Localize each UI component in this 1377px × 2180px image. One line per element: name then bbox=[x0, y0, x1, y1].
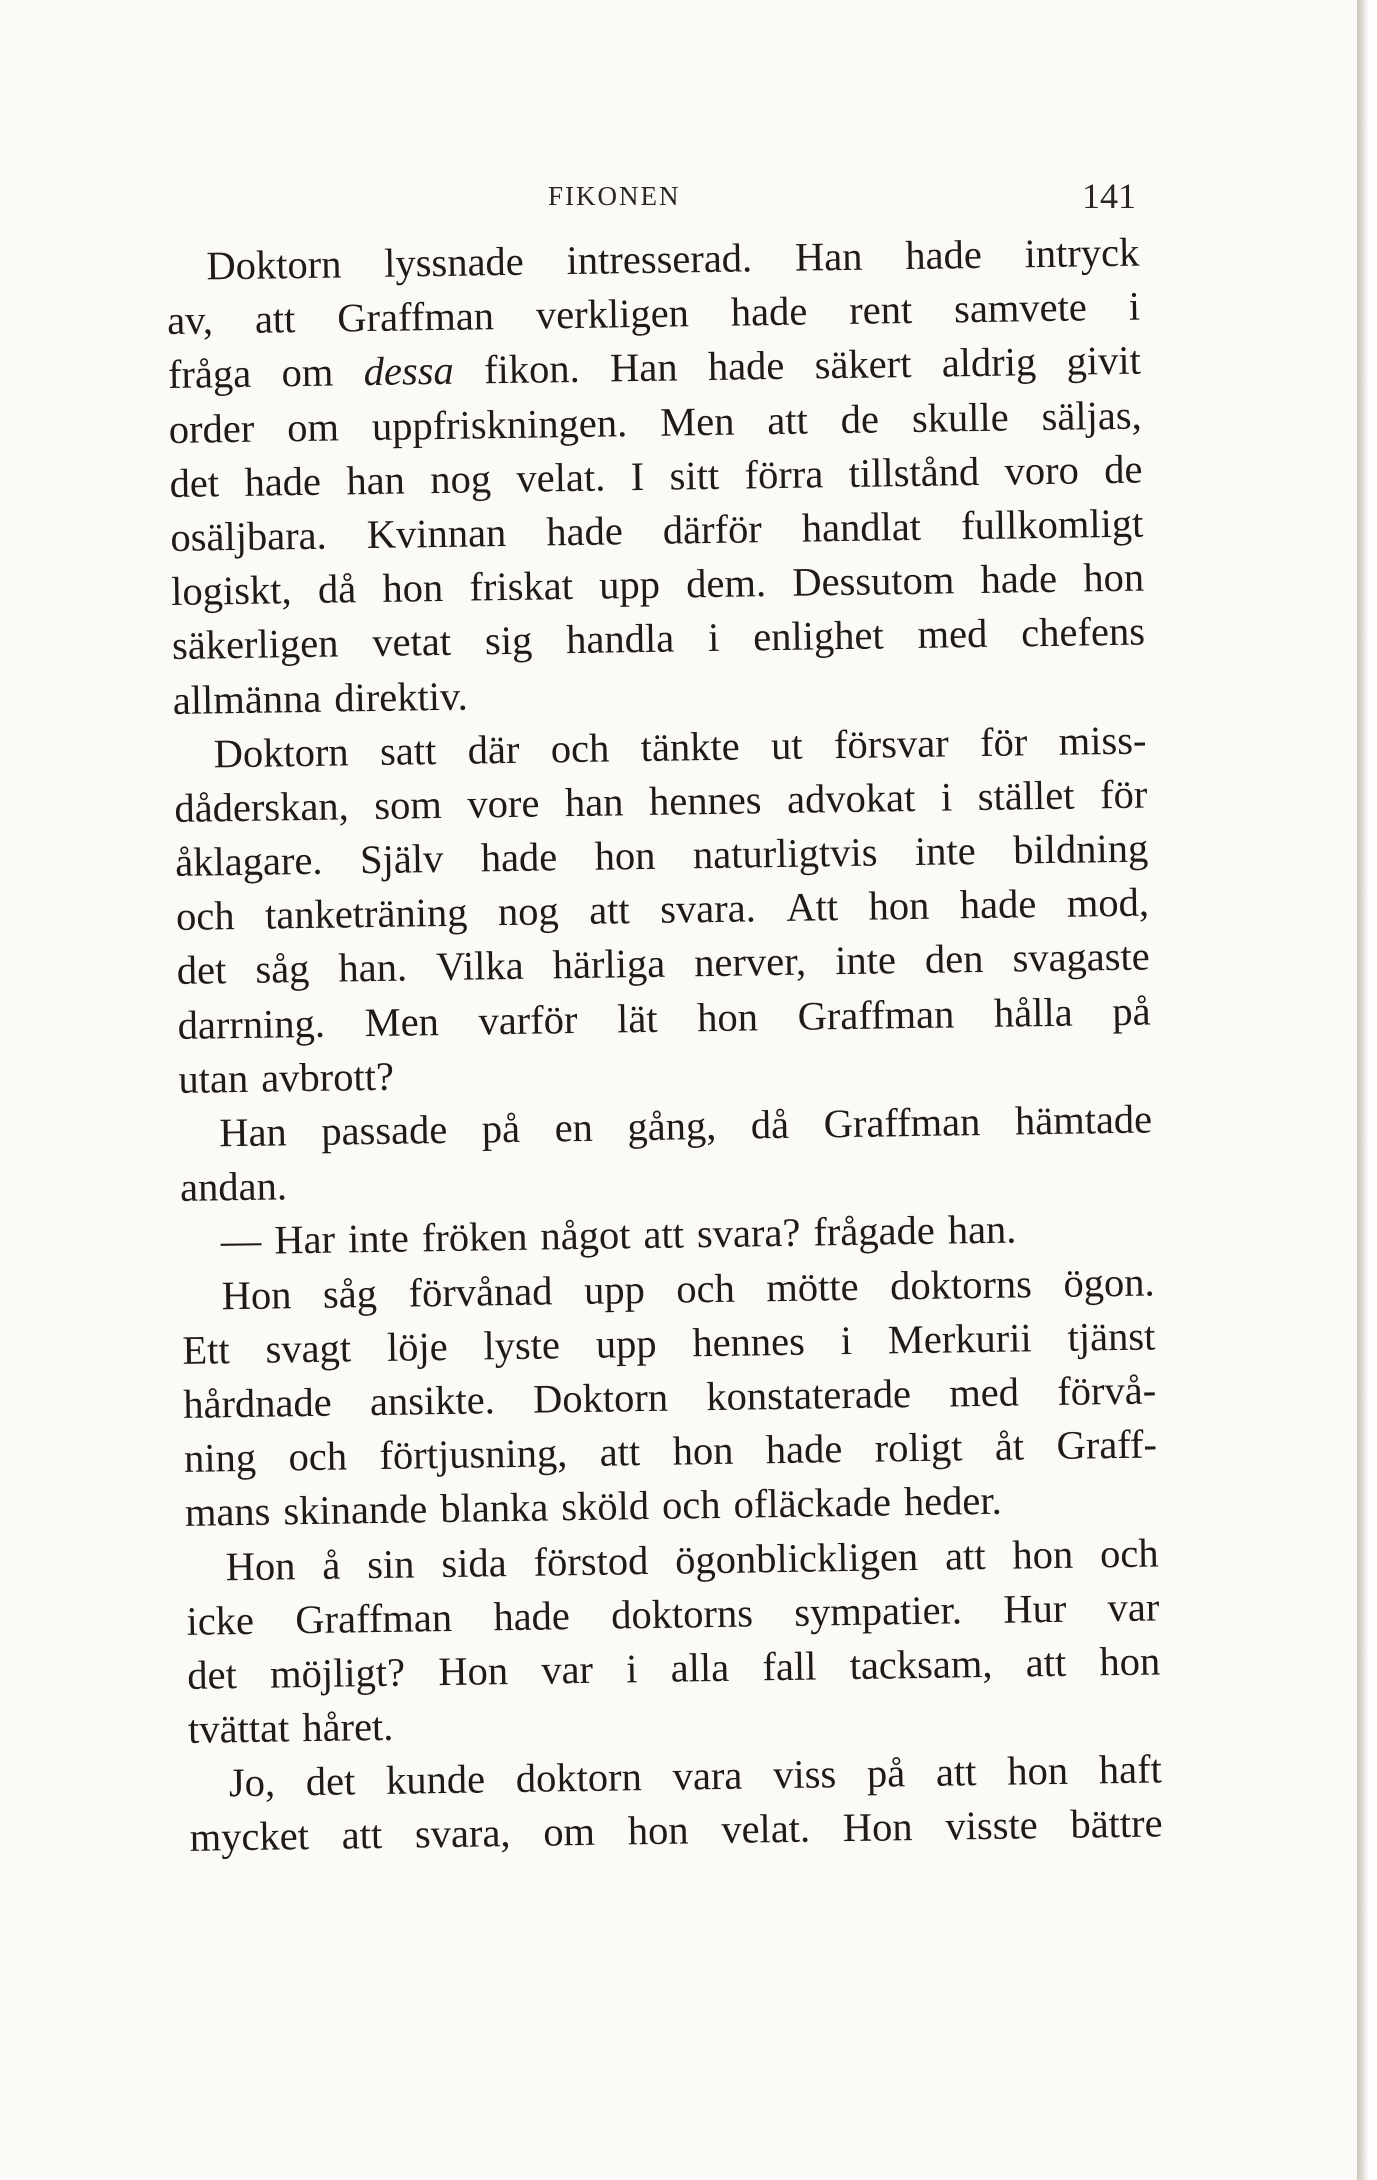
word: advokat bbox=[786, 774, 916, 822]
word: nog bbox=[497, 888, 560, 935]
word: på bbox=[866, 1750, 906, 1797]
word: Han bbox=[794, 233, 863, 280]
word: den bbox=[924, 936, 984, 983]
word: alla bbox=[670, 1644, 730, 1691]
word: givit bbox=[1066, 337, 1142, 385]
word: utan bbox=[178, 1055, 249, 1102]
word: Men bbox=[659, 398, 735, 445]
word: svagt bbox=[265, 1325, 352, 1372]
word: Hon bbox=[225, 1542, 296, 1589]
word: i bbox=[840, 1317, 853, 1363]
word: att bbox=[944, 1532, 986, 1579]
word: att bbox=[1025, 1639, 1067, 1686]
word: lät bbox=[616, 995, 658, 1042]
word: att bbox=[254, 296, 296, 342]
word: velat. bbox=[720, 1806, 811, 1853]
word: en bbox=[554, 1104, 594, 1151]
word: hon bbox=[1012, 1531, 1074, 1578]
word: sympatier. bbox=[793, 1587, 963, 1635]
word: hennes bbox=[648, 777, 762, 824]
word: friskat bbox=[469, 563, 574, 610]
page-header bbox=[0, 175, 1377, 225]
word: andan. bbox=[179, 1163, 288, 1211]
word: voro bbox=[1004, 447, 1080, 494]
word: tvättat bbox=[187, 1705, 290, 1752]
word: I bbox=[630, 453, 645, 499]
word: å bbox=[321, 1542, 341, 1588]
word: Graff- bbox=[1056, 1421, 1158, 1469]
word: han bbox=[564, 779, 624, 826]
word: Dessutom bbox=[791, 557, 955, 605]
word: hade bbox=[980, 555, 1058, 603]
word: bildning bbox=[1012, 825, 1149, 873]
word: i bbox=[940, 774, 953, 820]
word: hade bbox=[480, 834, 558, 881]
word: att bbox=[599, 1429, 641, 1475]
word: intryck bbox=[1024, 229, 1140, 277]
word: intresserad. bbox=[566, 235, 753, 284]
word: inte bbox=[834, 937, 897, 984]
word: förtjusning, bbox=[379, 1430, 568, 1479]
word: att bbox=[341, 1812, 383, 1859]
word: såg bbox=[322, 1270, 378, 1317]
word: miss- bbox=[1058, 717, 1147, 764]
word: hade bbox=[545, 508, 624, 555]
word: då bbox=[750, 1101, 790, 1148]
word: möjligt? bbox=[269, 1649, 406, 1697]
word: och bbox=[661, 1482, 721, 1529]
word: om bbox=[286, 404, 340, 450]
word: satt bbox=[379, 727, 437, 774]
word: att bbox=[766, 397, 809, 443]
word: hon bbox=[868, 883, 930, 929]
word: verkligen bbox=[535, 290, 690, 338]
word: doktorns bbox=[610, 1590, 754, 1638]
word: Han bbox=[609, 344, 678, 391]
word: handla bbox=[565, 615, 675, 663]
word: i bbox=[707, 615, 720, 661]
word: hon bbox=[672, 1427, 734, 1474]
word: ut bbox=[770, 722, 803, 768]
word: hon bbox=[594, 832, 656, 879]
word: de bbox=[1103, 446, 1143, 492]
word: allmänna bbox=[172, 675, 322, 723]
word: Vilka bbox=[435, 943, 524, 990]
word: roligt bbox=[874, 1424, 963, 1471]
word: direktiv. bbox=[333, 673, 469, 721]
word: tjänst bbox=[1067, 1313, 1156, 1360]
word: för bbox=[979, 718, 1028, 765]
word: hade bbox=[904, 231, 983, 279]
word: Själv bbox=[359, 836, 444, 883]
word: förvå- bbox=[1056, 1367, 1157, 1414]
running-head: FIKONEN bbox=[548, 181, 681, 211]
word: bättre bbox=[1070, 1800, 1163, 1848]
body-text bbox=[166, 226, 1163, 1866]
word: icke bbox=[186, 1597, 255, 1644]
word: hämtade bbox=[1014, 1096, 1153, 1144]
word: ofläckade bbox=[733, 1479, 892, 1528]
word: hade bbox=[730, 288, 808, 335]
word: hon bbox=[1099, 1638, 1161, 1685]
word: då bbox=[317, 566, 357, 612]
word: Merkurii bbox=[887, 1315, 1033, 1363]
word: håret. bbox=[301, 1703, 394, 1751]
word: stället bbox=[977, 772, 1075, 819]
page-edge bbox=[1357, 0, 1377, 2180]
word: hon bbox=[1082, 554, 1145, 601]
word: hon bbox=[1006, 1748, 1069, 1794]
word: därför bbox=[662, 506, 763, 553]
word: tanketräning bbox=[264, 889, 468, 938]
word: hade bbox=[493, 1592, 571, 1639]
word: tillstånd bbox=[848, 448, 980, 496]
word: nerver, bbox=[693, 939, 807, 986]
word: Hon bbox=[437, 1647, 509, 1694]
word: rent bbox=[848, 287, 913, 334]
word: de bbox=[840, 396, 880, 442]
word: att bbox=[588, 887, 631, 934]
word: order bbox=[168, 405, 255, 452]
word: Doktorn bbox=[213, 729, 349, 777]
word: — bbox=[220, 1218, 262, 1264]
word: sköld bbox=[560, 1483, 650, 1530]
word: osäljbara. bbox=[170, 512, 328, 560]
word: aldrig bbox=[941, 339, 1037, 386]
word: hade bbox=[765, 1426, 843, 1473]
word: hon bbox=[382, 565, 444, 611]
word: på bbox=[481, 1105, 521, 1152]
word: i bbox=[625, 1646, 638, 1692]
word: säkerligen bbox=[171, 620, 339, 669]
word: Ett bbox=[182, 1326, 231, 1373]
word: inte bbox=[914, 828, 976, 875]
word: med bbox=[948, 1369, 1020, 1416]
word: Att bbox=[785, 884, 839, 931]
word: heder. bbox=[903, 1478, 1003, 1525]
word: viss bbox=[772, 1751, 837, 1798]
word: åt bbox=[994, 1423, 1025, 1469]
word: dessa bbox=[363, 348, 455, 395]
word: fråga bbox=[167, 351, 252, 398]
word: lyssnade bbox=[383, 238, 525, 286]
word: Han bbox=[218, 1109, 288, 1156]
word: Graffman bbox=[336, 293, 495, 341]
word: svara. bbox=[659, 885, 757, 932]
word: darrning. bbox=[177, 1000, 326, 1048]
word: fall bbox=[762, 1643, 817, 1690]
word: velat. bbox=[516, 454, 606, 501]
word: sig bbox=[484, 617, 533, 664]
word: ögon. bbox=[1063, 1259, 1155, 1306]
word: vetat bbox=[372, 619, 452, 666]
page-number: 141 bbox=[1082, 176, 1136, 216]
word: Hon bbox=[842, 1804, 913, 1851]
word: fullkomligt bbox=[960, 500, 1144, 549]
word: tänkte bbox=[640, 723, 740, 770]
word: upp bbox=[598, 561, 661, 608]
word: visste bbox=[945, 1802, 1038, 1850]
word: vore bbox=[467, 780, 540, 827]
word: logiskt, bbox=[170, 567, 292, 615]
word: dem. bbox=[685, 560, 767, 607]
word: och bbox=[175, 893, 235, 940]
word: försvar bbox=[833, 720, 949, 767]
word: det bbox=[176, 947, 227, 994]
word: hon bbox=[627, 1807, 689, 1854]
word: var bbox=[540, 1646, 594, 1693]
word: han. bbox=[338, 944, 408, 991]
word: konstaterade bbox=[705, 1371, 912, 1420]
word: det bbox=[186, 1651, 238, 1698]
word: hon bbox=[696, 993, 759, 1040]
word: doktorn bbox=[515, 1754, 643, 1802]
word: fikon. bbox=[483, 346, 580, 393]
word: var bbox=[1107, 1584, 1160, 1630]
word: och bbox=[288, 1433, 348, 1480]
word: Men bbox=[364, 998, 440, 1045]
word: Hon bbox=[221, 1271, 292, 1318]
word: Hur bbox=[1002, 1585, 1067, 1632]
word: samvete bbox=[953, 284, 1088, 332]
word: något bbox=[540, 1212, 631, 1259]
word: fröken bbox=[421, 1214, 528, 1261]
word: Jo, bbox=[228, 1759, 276, 1806]
word: åklagare. bbox=[174, 837, 323, 885]
word: för bbox=[1099, 771, 1148, 818]
word: säkert bbox=[814, 341, 912, 388]
word: Doktorn bbox=[206, 241, 342, 289]
word: det bbox=[169, 459, 220, 506]
word: Kvinnan bbox=[366, 509, 507, 557]
word: svara? bbox=[696, 1210, 801, 1257]
word: varför bbox=[478, 996, 578, 1044]
word: vara bbox=[672, 1752, 743, 1799]
word: att bbox=[643, 1211, 685, 1258]
word: sida bbox=[441, 1539, 507, 1586]
word: svara, bbox=[414, 1810, 511, 1857]
word: förvånad bbox=[408, 1267, 553, 1316]
word: sitt bbox=[669, 452, 720, 499]
word: ansikte. bbox=[369, 1377, 496, 1425]
word: Doktorn bbox=[532, 1374, 669, 1422]
word: enlighet bbox=[752, 612, 885, 660]
word: nog bbox=[429, 455, 492, 502]
word: han bbox=[346, 457, 406, 504]
word: mans bbox=[184, 1488, 271, 1536]
word: mötte bbox=[766, 1263, 859, 1310]
word: upp bbox=[595, 1320, 657, 1367]
word: avbrott? bbox=[260, 1053, 395, 1101]
word: frågade bbox=[813, 1208, 936, 1255]
word: med bbox=[917, 611, 988, 658]
word: doktorns bbox=[889, 1260, 1033, 1308]
word: hade bbox=[244, 458, 322, 505]
word: förstod bbox=[533, 1537, 649, 1585]
word: som bbox=[373, 781, 443, 828]
word: Graffman bbox=[797, 991, 955, 1039]
word: det bbox=[305, 1758, 356, 1805]
word: sin bbox=[366, 1540, 415, 1587]
word: hennes bbox=[692, 1318, 806, 1366]
word: hade bbox=[959, 881, 1037, 928]
word: naturligtvis bbox=[692, 829, 878, 878]
word: hålla bbox=[993, 989, 1073, 1036]
word: Graffman bbox=[823, 1099, 981, 1147]
word: om bbox=[542, 1809, 596, 1856]
word: om bbox=[281, 349, 334, 396]
word: Har bbox=[274, 1216, 336, 1263]
word: gång, bbox=[627, 1102, 717, 1150]
word: att bbox=[935, 1749, 977, 1795]
word: såg bbox=[255, 946, 310, 993]
word: där bbox=[467, 726, 520, 773]
word: kunde bbox=[385, 1756, 486, 1804]
word: ögonblickligen bbox=[674, 1533, 919, 1583]
word: mod, bbox=[1066, 879, 1150, 926]
word: blanka bbox=[439, 1484, 549, 1532]
word: säljas, bbox=[1041, 392, 1142, 439]
word: lyste bbox=[483, 1322, 561, 1369]
word: passade bbox=[320, 1106, 448, 1154]
word: av, bbox=[166, 297, 214, 344]
word: ning bbox=[183, 1434, 257, 1481]
word: och bbox=[675, 1265, 736, 1312]
word: tacksam, bbox=[849, 1640, 993, 1688]
word: han. bbox=[947, 1206, 1017, 1253]
word: uppfriskningen. bbox=[371, 399, 628, 449]
word: löje bbox=[386, 1323, 448, 1370]
word: Graffman bbox=[294, 1594, 453, 1642]
word: hade bbox=[707, 343, 785, 390]
word: på bbox=[1111, 988, 1151, 1034]
word: inte bbox=[347, 1215, 410, 1262]
word: haft bbox=[1098, 1746, 1163, 1793]
word: dåderskan, bbox=[174, 783, 350, 831]
word: upp bbox=[583, 1266, 646, 1313]
word: handlat bbox=[801, 503, 922, 551]
word: skulle bbox=[911, 394, 1009, 441]
word: härliga bbox=[552, 941, 666, 988]
word: förra bbox=[744, 451, 824, 498]
word: mycket bbox=[189, 1813, 310, 1861]
word: och bbox=[1099, 1529, 1159, 1576]
word: hårdnade bbox=[182, 1379, 333, 1427]
word: skinande bbox=[283, 1486, 428, 1534]
word: svagaste bbox=[1012, 933, 1151, 981]
word: chefens bbox=[1020, 608, 1146, 656]
word: och bbox=[550, 725, 610, 772]
word: i bbox=[1128, 283, 1141, 329]
